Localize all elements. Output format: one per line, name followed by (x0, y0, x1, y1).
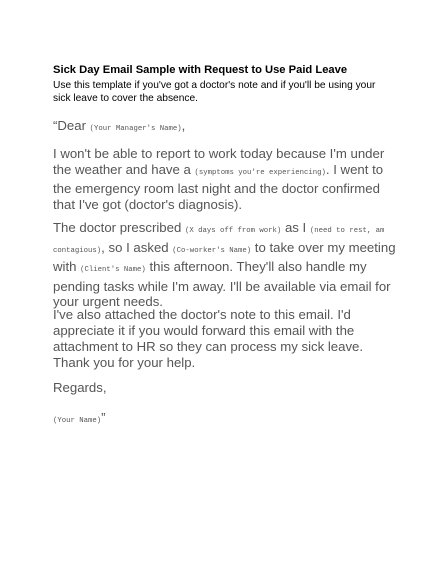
placeholder-coworker-name: (Co-worker's Name) (172, 246, 252, 255)
p2-text-d: to take over my meeting with (53, 239, 396, 274)
closing: Regards, (53, 380, 107, 395)
document-title: Sick Day Email Sample with Request to Use Paid Leave (53, 64, 348, 76)
placeholder-client-name: (Client's Name) (80, 266, 146, 274)
placeholder-symptoms: (symptoms you're experiencing) (194, 169, 326, 177)
paragraph-1 (53, 146, 398, 213)
p2-text-e: this afternoon. They'll also handle my pending tasks while I'm away. I'll be available via email for your urgent needs. (53, 259, 391, 309)
p2-text-a: The doctor prescribed (53, 220, 182, 235)
closing-quote: ” (101, 410, 106, 425)
p2-text-c: , so I asked (101, 239, 169, 255)
signature (53, 410, 398, 429)
paragraph-2 (53, 220, 398, 310)
p1-text-a: I won't be able to report to work today because I'm under the weather and have a (53, 146, 385, 177)
p1-text-b: . I went to the emergency room last night and the doctor confirmed that I've got (doctor's diagnosis). (53, 162, 384, 212)
placeholder-days-off: (X days off from work) (184, 227, 282, 235)
intro-text: Use this template if you've got a doctor's note and if you'll be using your sick leave to cover the absence. (53, 80, 376, 104)
placeholder-reason: (need to rest, am contagious) (53, 227, 385, 255)
p2-text-b: as I (284, 220, 307, 235)
placeholder-your-name: (Your Name) (53, 417, 102, 425)
paragraph-3: I've also attached the doctor's note to this email. I'd appreciate it if you would forward this email with the attachment to HR so they can process my sick leave. Thank you for your help. (53, 307, 364, 370)
salutation (53, 118, 398, 137)
placeholder-manager-name: (Your Manager's Name) (89, 125, 182, 133)
salutation-word: “Dear (53, 118, 86, 133)
salutation-comma: , (181, 118, 186, 133)
